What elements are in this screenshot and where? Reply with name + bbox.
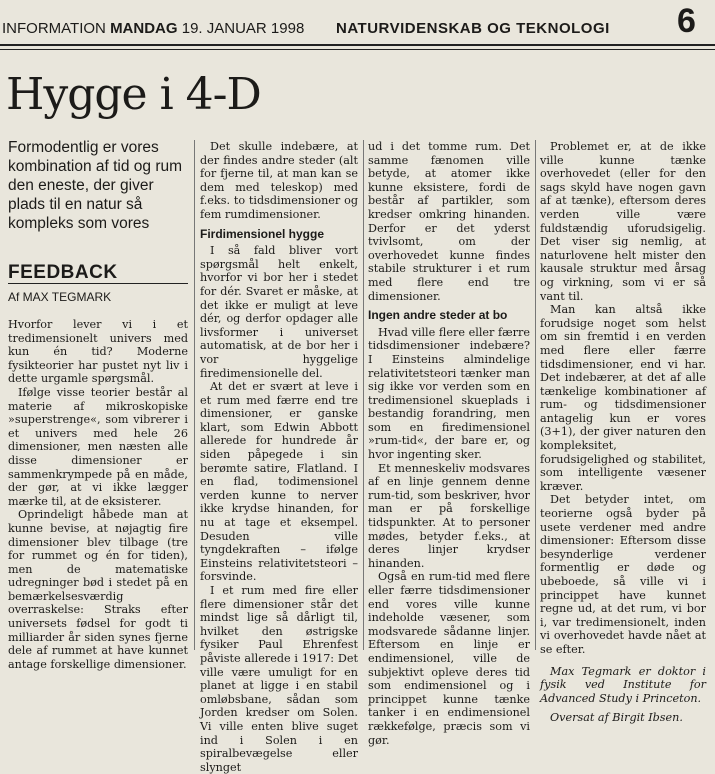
page-header: [0, 0, 715, 44]
column-4: [540, 140, 706, 725]
translator-credit: Oversat af Birgit Ibsen.: [550, 711, 683, 725]
page-number: 6: [677, 2, 696, 40]
paragraph: I så fald bliver vort spørgsmål helt enkelt, hvorfor vi bor her i stedet for dér. Svaret er måske, at det ikke er muligt at leve dér, og derfor opdager alle livsformer i universet automatisk, at de bor her i vor hyggelige firedimensionelle del.: [200, 244, 358, 380]
column-1: [8, 318, 188, 671]
paragraph: Det betyder intet, om teorierne også byder på usete verdener med andre dimensioner: Eftersom disse besynderlige verdener formentlig er døde og ubeboede, så ville vi i princippet have kunnet regne ud, at det rum, vi bor i, var tredimensionelt, inden vi overhovedet havde nået at se efter.: [540, 493, 706, 656]
header-rule-thin: [0, 49, 715, 50]
subheading: Ingen andre steder at bo: [368, 308, 508, 323]
column-separator: [363, 140, 364, 650]
label-rule: [8, 283, 188, 284]
paragraph: Oprindeligt håbede man at kunne bevise, at nøjagtig fire dimensioner blev tilbage (tre for rummet og én for tiden), men de matematiske udregninger bød i stedet på en bemærkelsesværdig overraskelse: Straks efter universets fødsel for godt ti milliarder år siden synes fjerne dele af rummet at have kunnet antage forskellige dimensioner.: [8, 508, 188, 671]
paragraph: ud i det tomme rum. Det samme fænomen ville betyde, at atomer ikke kunne eksistere, fordi de består af partikler, som kredser omkring hinanden. Derfor er det yderst tvivlsomt, om der overhovedet kunne findes stabile strukturer i et rum med flere end tre dimensioner.: [368, 140, 530, 303]
paragraph: Det skulle indebære, at der findes andre steder (alt for fjerne til, at man kan se dem med teleskop) med f.eks. to tidsdimensioner og fem rumdimensioner.: [200, 140, 358, 221]
paragraph: Ifølge visse teorier består al materie af mikroskopiske »superstrenge«, som vibrerer i et univers med hele 26 dimensioner, men næsten alle disse dimensioner er sammenkrympede på en måde, der gør, at vi ikke lægger mærke til, at de eksisterer.: [8, 385, 188, 508]
byline: Af MAX TEGMARK: [8, 290, 112, 304]
subheading: Firdimensionel hygge: [200, 226, 325, 241]
author-note: Max Tegmark er doktor i fysik ved Institute for Advanced Study i Princeton.: [540, 664, 706, 705]
column-2: [200, 140, 358, 774]
paragraph: Et menneskeliv modsvares af en linje gennem denne rum-tid, som beskriver, hvor man er på forskellige tidspunkter. At to personer mødes, betyder f.eks., at deres linjer krydser hinanden.: [368, 461, 530, 570]
column-3: [368, 140, 530, 747]
article-lead: Formodentlig er vores kombination af tid og rum den eneste, der giver plads til en natur så kompleks som vores: [8, 139, 183, 232]
masthead: [2, 20, 304, 37]
paragraph: At det er svært at leve i et rum med færre end tre dimensioner, er ganske klart, som Edwin Abbott allerede for hundrede år siden påpegede i sin berømte satire, Flatland. I en flad, todimensionel verden kunne to nerver ikke krydse hinanden, for nu at tage et eksempel. Desuden ville tyngdekraften – ifølge Einsteins relativitetsteori – forsvinde.: [200, 380, 358, 584]
paragraph: Også en rum-tid med flere eller færre tidsdimensioner end vores ville kunne indeholde væsener, som modsvarede sådanne linjer. Eftersom en linje er endimensionel, ville de subjektivt opleve deres tid som endimensionel og i princippet kunne tænke tanker i en endimensionel rækkefølge, præcis som vi gør.: [368, 570, 530, 747]
paper-name: INFORMATION: [2, 20, 106, 37]
paragraph: Problemet er, at de ikke ville kunne tænke overhovedet (eller for den sags skyld have nogen gavn af at tænke), eftersom deres verden ville være fuldstændig uforudsigelig. Det viser sig nemlig, at naturlovene helt mister den kausale struktur med årsag og virkning, som vi er så vant til.: [540, 140, 706, 303]
issue-date: 19. JANUAR 1998: [181, 20, 305, 37]
header-rule: [0, 44, 715, 46]
paragraph: Hvorfor lever vi i et tredimensionelt univers med kun én tid? Moderne fysikteorier har pustet nyt liv i dette urgamle spørgsmål.: [8, 318, 188, 386]
column-separator: [535, 140, 536, 650]
column-separator: [194, 140, 195, 650]
section-name: NATURVIDENSKAB OG TEKNOLOGI: [336, 20, 610, 37]
paragraph: Hvad ville flere eller færre tidsdimensioner indebære? I Einsteins almindelige relativitetsteori tænker man sig ikke vor verden som en tredimensionel skueplads i bestandig forandring, men som en firedimensionel »rum-tid«, der bare er, og hvor ingenting sker.: [368, 325, 530, 462]
column-label: FEEDBACK: [8, 262, 118, 283]
paragraph: Man kan altså ikke forudsige noget som helst om sin fremtid i en verden med flere eller færre tidsdimensioner, end vi har. Det indebærer, at det af alle tænkelige kombinationer af rum- og tidsdimensioner antagelig kun er vores (3+1), der giver naturen den kompleksitet, forudsigelighed og stabilitet, som intelligente væsener kræver.: [540, 303, 706, 493]
day-name: MANDAG: [110, 20, 178, 37]
paragraph: I et rum med fire eller flere dimensioner står det mindst lige så dårligt til, hvilket den østrigske fysiker Paul Ehrenfest påviste allerede i 1917: Det ville være umuligt for en planet at ligge i en stabil omløbsbane, sådan som Jorden kredser om Solen. Vi ville enten blive suget ind i Solen i en spiralbevægelse eller slynget: [200, 584, 358, 774]
article-title: Hygge i 4-D: [6, 69, 261, 120]
